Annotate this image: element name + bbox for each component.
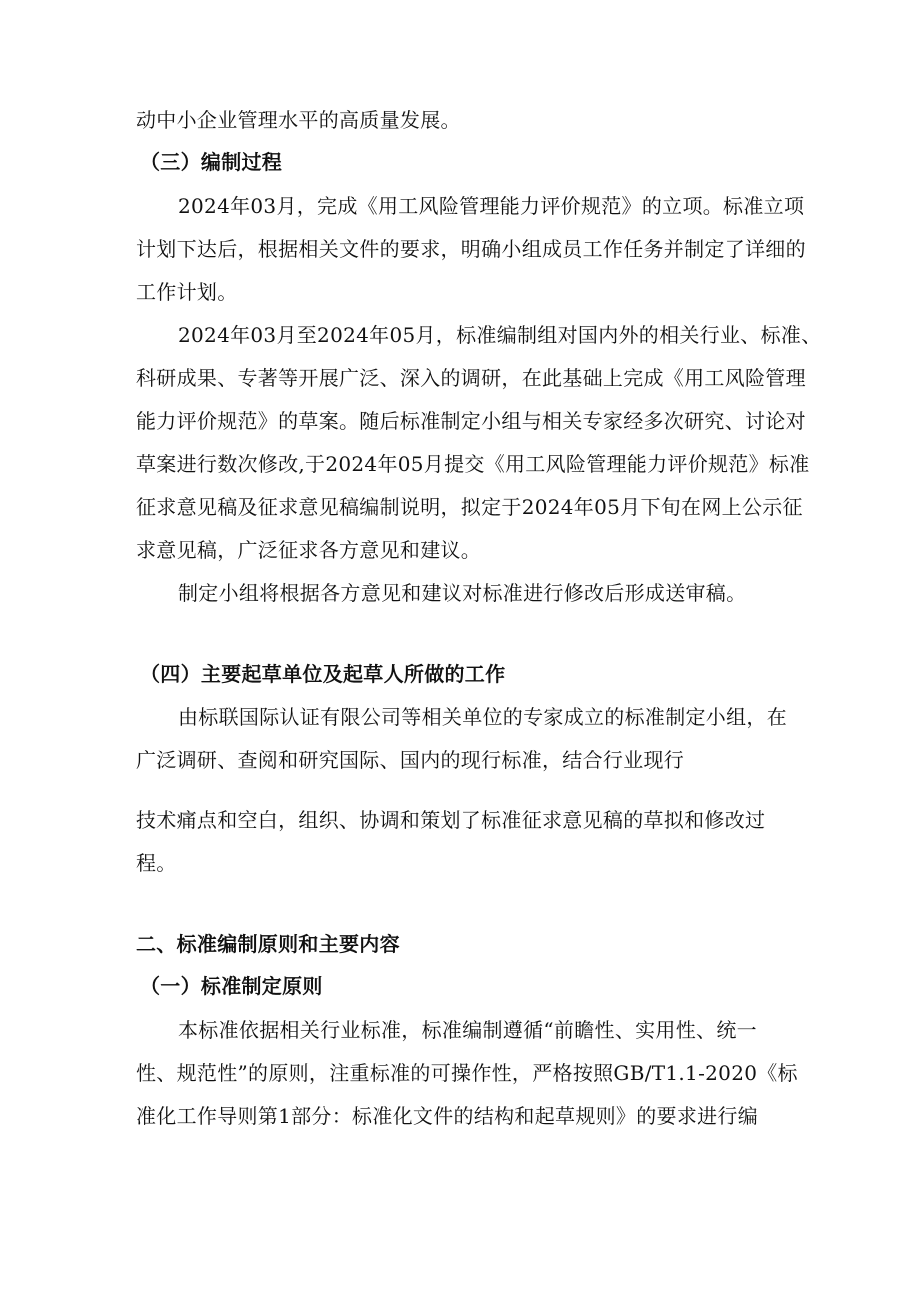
paragraph-line: 制定小组将根据各方意见和建议对标准进行修改后形成送审稿。 <box>178 581 747 605</box>
paragraph-line: 技术痛点和空白，组织、协调和策划了标准征求意见稿的草拟和修改过 <box>136 808 766 832</box>
paragraph-line: 广泛调研、查阅和研究国际、国内的现行标准，结合行业现行 <box>136 748 685 772</box>
paragraph-line: 程。 <box>136 851 177 875</box>
paragraph-line: 2024年03月至2024年05月，标准编制组对国内外的相关行业、标准、 <box>178 323 822 347</box>
paragraph-line: 工作计划。 <box>136 280 238 304</box>
paragraph-line: 动中小企业管理水平的高质量发展。 <box>136 108 461 132</box>
paragraph-line: 征求意见稿及征求意见稿编制说明，拟定于2024年05月下旬在网上公示征 <box>136 495 803 519</box>
paragraph-line: 科研成果、专著等开展广泛、深入的调研，在此基础上完成《用工风险管理 <box>136 366 806 390</box>
section-heading-compilation-process: （三）编制过程 <box>140 150 283 174</box>
section-heading-drafting-units: （四）主要起草单位及起草人所做的工作 <box>140 662 506 686</box>
chapter-heading-principles: 二、标准编制原则和主要内容 <box>136 932 400 956</box>
paragraph-line: 本标准依据相关行业标准，标准编制遵循“前瞻性、实用性、统一 <box>178 1018 757 1042</box>
paragraph-line: 计划下达后，根据相关文件的要求，明确小组成员工作任务并制定了详细的 <box>136 237 806 261</box>
paragraph-line: 草案进行数次修改,于2024年05月提交《用工风险管理能力评价规范》标准 <box>136 452 810 476</box>
paragraph-line: 由标联国际认证有限公司等相关单位的专家成立的标准制定小组，在 <box>178 705 787 729</box>
paragraph-line: 求意见稿，广泛征求各方意见和建议。 <box>136 538 482 562</box>
paragraph-line: 2024年03月，完成《用工风险管理能力评价规范》的立项。标准立项 <box>178 194 805 218</box>
section-heading-principles: （一）标准制定原则 <box>140 974 323 998</box>
paragraph-line: 性、规范性”的原则，注重标准的可操作性，严格按照GB/T1.1-2020《标 <box>136 1061 798 1085</box>
paragraph-line: 能力评价规范》的草案。随后标准制定小组与相关专家经多次研究、讨论对 <box>136 409 806 433</box>
paragraph-line: 准化工作导则第1部分：标准化文件的结构和起草规则》的要求进行编 <box>136 1104 759 1128</box>
